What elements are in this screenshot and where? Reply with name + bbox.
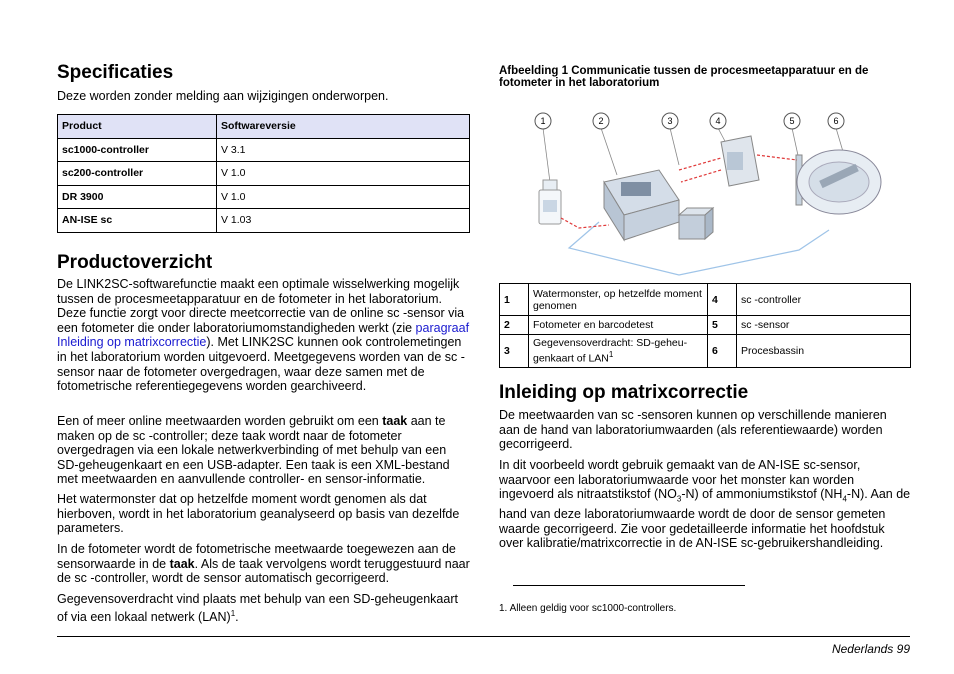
table-row (58, 209, 470, 233)
spec-intro: Deze worden zonder melding aan wijzigingen onderworpen. (57, 89, 389, 103)
text: Gegevensoverdracht vind plaats met behulp van een SD-geheugenkaart of via een lokaal netwerk (LAN) (57, 592, 458, 624)
spec-header-version: Softwareversie (217, 115, 470, 139)
figure-caption: Afbeelding 1 Communicatie tussen de procesmeetapparatuur en de fotometer in het laboratorium (499, 65, 869, 89)
table-row (58, 162, 470, 186)
table-row (500, 335, 911, 368)
footnote-divider (513, 585, 745, 586)
overview-paragraph-1 (57, 277, 471, 394)
text: -N). Aan de hand van deze laboratoriumwaarde wordt de door de sensor gemeten waarde gecorrigeerd. Zie voor gedetailleerde informatie het hoofdstuk over kalibratie/matrixcorrectie in de AN-ISE sc-gebruikershandleiding. (499, 487, 911, 551)
text: aan te maken op de sc -controller; deze taak wordt naar de fotometer overgedragen via een lokale netwerkverbinding of met behulp van een SD-geheugenkaart en een USB-adapter. Een taak is een XML-bestand met meetwaarden en aanvullende controller- en sensor-informatie. (57, 414, 450, 487)
process-basin-icon (797, 150, 881, 214)
arrow-photometer-to-controller (679, 158, 721, 170)
spec-cell-version: V 1.03 (217, 209, 470, 233)
text: . (235, 609, 239, 624)
overview-paragraph-2 (57, 414, 471, 487)
legend-text: Gegevensoverdracht: SD-geheu-genkaart of LAN (533, 337, 688, 365)
bold-term: taak (169, 556, 195, 571)
overview-title: Productoverzicht (57, 252, 213, 273)
spec-cell-product: sc1000-controller (58, 138, 217, 162)
legend-number: 4 (708, 284, 737, 316)
communication-diagram (499, 100, 911, 280)
text: De LINK2SC-softwarefunctie maakt een optimale wisselwerking mogelijk tussen de procesmeetapparatuur en de fotometer in het laboratorium. Deze functie zorgt voor directe meetcorrectie van de online sc -sensor via een fotometer die onder laboratoriumomstandigheden werkt (zie (57, 277, 465, 335)
matrix-section-link[interactable]: paragraaf Inleiding op matrixcorrectie (57, 320, 470, 350)
table-row (500, 284, 911, 316)
legend-text: Procesbassin (737, 335, 911, 368)
arrow-bottle-to-photometer (561, 218, 609, 228)
legend-number: 1 (500, 284, 529, 316)
spec-cell-version: V 3.1 (217, 138, 470, 162)
figure-legend-table (499, 283, 911, 368)
table-row (58, 138, 470, 162)
footer-divider (57, 636, 910, 637)
legend-text: Fotometer en barcodetest (529, 316, 708, 335)
overview-paragraph-5 (57, 592, 471, 624)
spec-table-header (58, 115, 470, 139)
subscript: 3 (676, 494, 682, 504)
callout-label-6: 6 (833, 116, 839, 126)
barcode-test-icon (679, 208, 713, 239)
spec-title: Specificaties (57, 62, 174, 83)
table-row (58, 185, 470, 209)
sample-bottle-icon (539, 180, 561, 224)
callout-label-5: 5 (789, 116, 795, 126)
legend-text: sc -controller (737, 284, 911, 316)
spec-cell-product: sc200-controller (58, 162, 217, 186)
arrow-controller-to-sensor (757, 155, 797, 160)
legend-text: sc -sensor (737, 316, 911, 335)
spec-table (57, 114, 470, 233)
spec-header-product: Product (58, 115, 217, 139)
page-number-label: Nederlands 99 (831, 642, 910, 656)
callout-label-4: 4 (715, 116, 721, 126)
text: In de fotometer wordt de fotometrische meetwaarde toegewezen aan de sensorwaarde in de (57, 542, 456, 571)
callout-circles (535, 113, 844, 129)
spec-cell-product: DR 3900 (58, 185, 217, 209)
legend-number: 5 (708, 316, 737, 335)
subscript: 4 (842, 494, 847, 504)
callout-label-3: 3 (667, 116, 673, 126)
matrix-title: Inleiding op matrixcorrectie (499, 382, 749, 403)
bold-term: taak (382, 414, 408, 428)
text: -N) of ammoniumstikstof (NH (681, 487, 843, 502)
legend-number: 6 (708, 335, 737, 368)
spec-cell-version: V 1.0 (217, 162, 470, 186)
footnote-ref[interactable]: 1 (608, 350, 614, 359)
legend-text: Watermonster, op hetzelfde moment genomen (529, 284, 708, 316)
spec-cell-version: V 1.0 (217, 185, 470, 209)
legend-number: 3 (500, 335, 529, 368)
text: . Als de taak vervolgens wordt teruggestuurd naar de sc -controller, wordt de sensor automatisch gecorrigeerd. (57, 556, 470, 586)
legend-text-cell (529, 335, 708, 368)
callout-label-2: 2 (598, 116, 604, 126)
text: Een of meer online meetwaarden worden gebruikt om een (57, 414, 383, 428)
text: In dit voorbeeld wordt gebruik gemaakt van de AN-ISE sc-sensor, waarvoor een laboratoriumwaarde voor het monster kan worden ingevoerd als nitraatstikstof (NO (499, 458, 861, 502)
footnote: 1. Alleen geldig voor sc1000-controllers. (499, 603, 677, 614)
photometer-icon (604, 170, 679, 240)
footnote-ref[interactable]: 1 (230, 608, 236, 618)
callout-label-1: 1 (540, 116, 546, 126)
sc-controller-icon (721, 136, 759, 186)
overview-paragraph-3: Het watermonster dat op hetzelfde moment wordt genomen als dat hierboven, wordt in het laboratorium geanalyseerd op basis van dezelfde parameters. (57, 492, 460, 536)
matrix-paragraph-1: De meetwaarden van sc -sensoren kunnen op verschillende manieren aan de hand van laboratoriumwaarden (als referentiewaarde) worden gecorrigeerd. (499, 408, 887, 452)
matrix-paragraph-2 (499, 458, 911, 551)
spec-cell-product: AN-ISE sc (58, 209, 217, 233)
arrow-controller-to-photometer (681, 170, 721, 182)
legend-number: 2 (500, 316, 529, 335)
text: ). Met LINK2SC kunnen ook controlemetingen in het laboratorium worden uitgevoerd. Meetgegevens worden van de sc -sensor naar de fotometer overgedragen, waar deze samen met de fotometrische referentiegegevens worden gearchiveerd. (57, 335, 465, 394)
table-row (500, 316, 911, 335)
overview-paragraph-4 (57, 542, 471, 586)
